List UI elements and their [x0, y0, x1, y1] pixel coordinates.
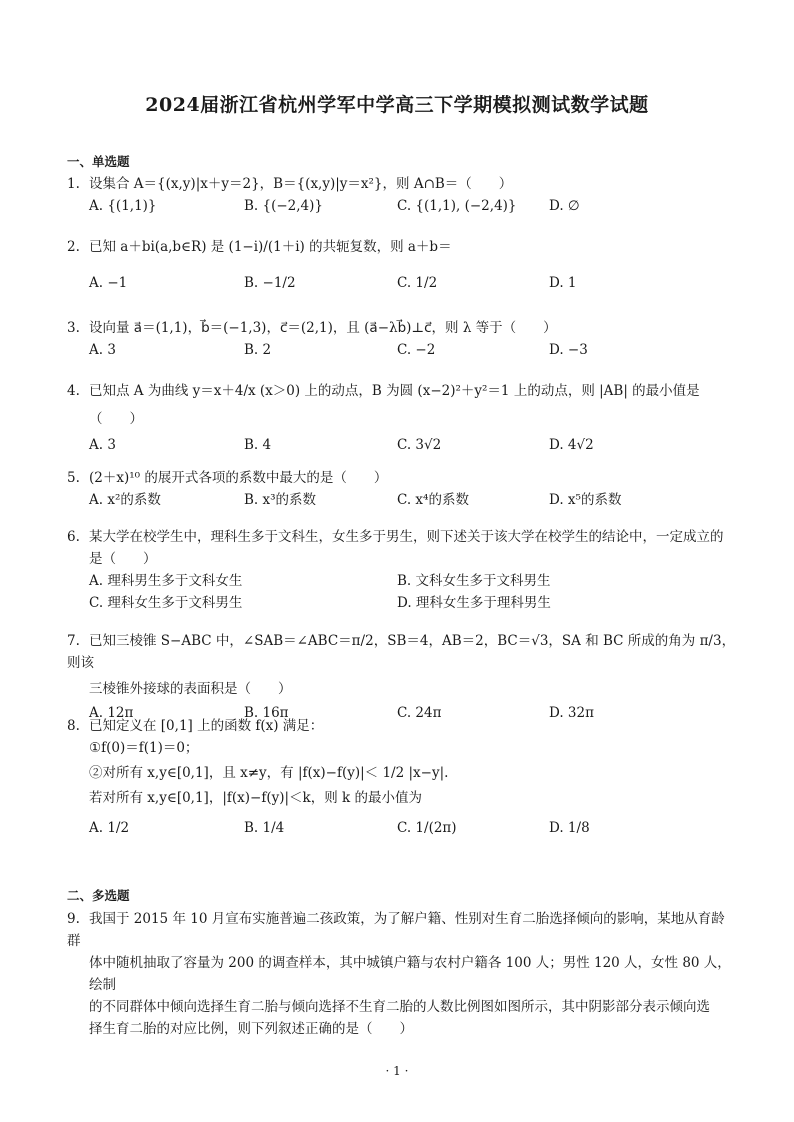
question-2	[67, 236, 737, 296]
option-d: D. 理科女生多于理科男生	[397, 595, 551, 611]
page-title: 2024届浙江省杭州学军中学高三下学期模拟测试数学试题	[145, 94, 649, 116]
option-c: C. x⁴的系数	[397, 492, 469, 508]
options-row-2	[67, 592, 737, 614]
question-number: 1.	[67, 176, 80, 192]
option-d: D. ∅	[549, 198, 580, 214]
option-b: B. 2	[244, 342, 272, 358]
question-stem-continued: 三棱锥外接球的表面积是（ ）	[89, 681, 292, 697]
question-5	[67, 467, 737, 513]
question-stem: 某大学在校学生中，理科生多于文科生，女生多于男生，则下述关于该大学在校学生的结论中，一定成立的	[89, 529, 724, 545]
question-9	[67, 908, 737, 1040]
question-stem: 我国于 2015 年 10 月宣布实施普遍二孩政策，为了解户籍、性别对生育二胎选择倾向的影响，某地从育龄群	[67, 911, 725, 949]
question-number: 2.	[67, 239, 80, 255]
question-8	[67, 715, 737, 841]
question-7	[67, 630, 737, 726]
page-number: · 1 ·	[385, 1064, 409, 1078]
question-number: 6.	[67, 529, 80, 545]
question-4	[67, 380, 737, 458]
option-b: B. 4	[244, 437, 272, 453]
question-number: 8.	[67, 718, 80, 734]
question-3	[67, 317, 737, 363]
option-d: D. 4√2	[549, 437, 594, 453]
section-heading-single-choice: 一、单选题	[67, 154, 130, 169]
option-c: C. −2	[397, 342, 436, 358]
option-d: D. 1	[549, 275, 577, 291]
question-number: 9.	[67, 911, 80, 927]
option-b: B. x³的系数	[244, 492, 317, 508]
option-a: A. 1/2	[89, 820, 130, 836]
options-row-1	[67, 570, 737, 592]
question-stem: (2＋x)¹⁰ 的展开式各项的系数中最大的是（ ）	[89, 470, 388, 486]
question-number: 5.	[67, 470, 80, 486]
question-stem-continued: 择生育二胎的对应比例，则下列叙述正确的是（ ）	[89, 1021, 413, 1037]
option-c: C. 1/2	[397, 275, 438, 291]
question-stem: 已知点 A 为曲线 y＝x＋4/x (x＞0) 上的动点，B 为圆 (x−2)²＋y²＝1 上的动点，则 |AB| 的最小值是	[89, 383, 700, 399]
option-a: A. −1	[89, 275, 128, 291]
option-a: A. 3	[89, 342, 116, 358]
option-a: A. 3	[89, 437, 116, 453]
option-a: A. x²的系数	[89, 492, 161, 508]
option-c: C. 1/(2π)	[397, 820, 457, 836]
question-6	[67, 526, 737, 614]
options-row	[67, 489, 737, 513]
condition-3: 若对所有 x,y∈[0,1]，|f(x)−f(y)|＜k，则 k 的最小值为	[89, 790, 422, 806]
question-stem: 已知定义在 [0,1] 上的函数 f(x) 满足：	[89, 718, 324, 734]
option-c: C. 理科女生多于文科男生	[89, 595, 243, 611]
option-a: A. 理科男生多于文科女生	[89, 573, 243, 589]
options-row	[67, 272, 737, 296]
condition-1: ①f(0)＝f(1)＝0；	[89, 740, 199, 756]
option-b: B. 1/4	[244, 820, 285, 836]
question-1	[67, 173, 737, 219]
option-c: C. 3√2	[397, 437, 442, 453]
question-stem: 设向量 a⃗＝(1,1)，b⃗＝(−1,3)，c⃗＝(2,1)，且 (a⃗−λb⃗)⊥c⃗，则 λ 等于（ ）	[89, 320, 557, 336]
option-d: D. −3	[549, 342, 588, 358]
option-c: C. {(1,1), (−2,4)}	[397, 198, 517, 214]
options-row	[67, 339, 737, 363]
question-stem-continued: 是（ ）	[89, 551, 157, 567]
question-stem-continued: （ ）	[89, 411, 143, 427]
option-b: B. {(−2,4)}	[244, 198, 323, 214]
option-b: B. 文科女生多于文科男生	[397, 573, 551, 589]
question-stem: 已知三棱锥 S−ABC 中，∠SAB＝∠ABC＝π/2，SB＝4，AB＝2，BC＝√3，SA 和 BC 所成的角为 π/3，则该	[67, 633, 736, 671]
options-row	[67, 434, 737, 458]
option-d: D. 1/8	[549, 820, 590, 836]
question-stem: 已知 a＋bi(a,b∈R) 是 (1−i)/(1＋i) 的共轭复数，则 a＋b＝	[89, 239, 452, 255]
question-number: 7.	[67, 633, 80, 649]
question-stem: 设集合 A＝{(x,y)|x＋y＝2}，B＝{(x,y)|y＝x²}，则 A∩B＝（ ）	[89, 176, 513, 192]
option-a: A. {(1,1)}	[89, 198, 157, 214]
options-row	[67, 195, 737, 219]
option-d: D. 32π	[549, 705, 594, 721]
question-stem-continued: 的不同群体中倾向选择生育二胎与倾向选择不生育二胎的人数比例图如图所示，其中阴影部分表示倾向选	[89, 999, 710, 1015]
option-c: C. 24π	[397, 705, 442, 721]
question-stem-continued: 体中随机抽取了容量为 200 的调查样本，其中城镇户籍与农村户籍各 100 人；男性 120 人，女性 80 人，绘制	[89, 955, 731, 993]
options-row	[67, 817, 737, 841]
option-a: A. 12π	[89, 705, 134, 721]
section-heading-multiple-choice: 二、多选题	[67, 888, 130, 903]
option-b: B. −1/2	[244, 275, 296, 291]
question-number: 3.	[67, 320, 80, 336]
question-number: 4.	[67, 383, 80, 399]
condition-2: ②对所有 x,y∈[0,1]，且 x≠y，有 |f(x)−f(y)|＜ 1/2 |x−y|.	[89, 765, 449, 781]
option-b: B. 16π	[244, 705, 289, 721]
option-d: D. x⁵的系数	[549, 492, 622, 508]
